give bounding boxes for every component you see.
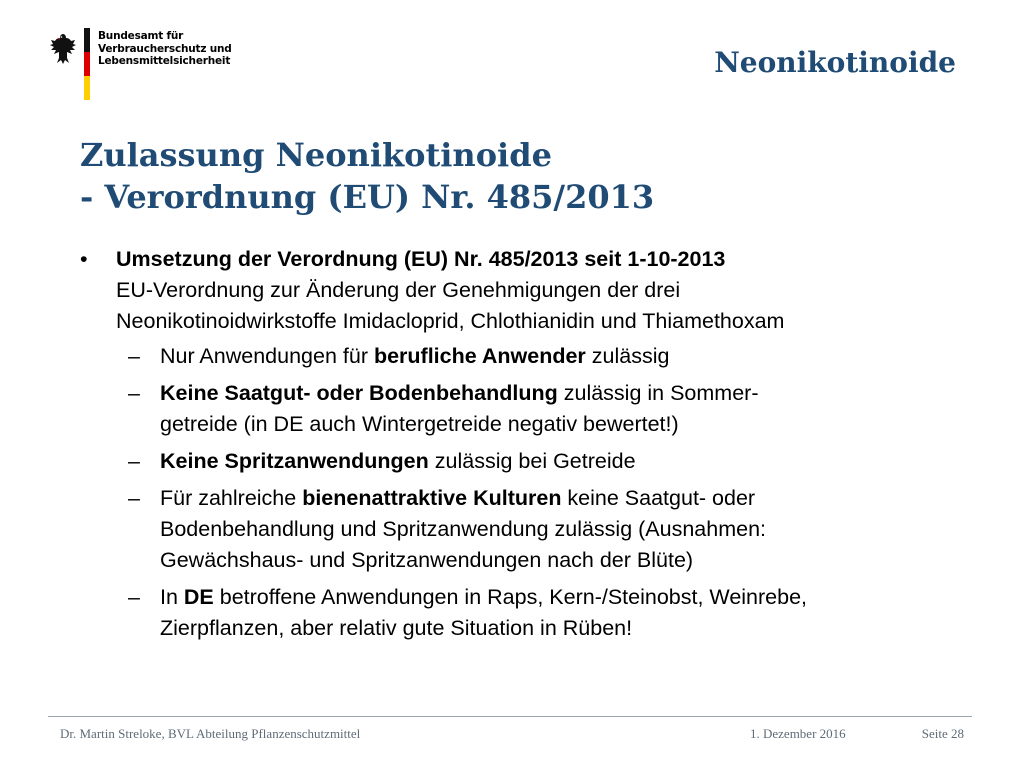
sub-text: keine Saatgut- oder — [561, 486, 756, 510]
agency-logo — [48, 26, 232, 102]
sub-text: Nur Anwendungen für — [160, 344, 374, 368]
sub-emphasis: berufliche Anwender — [373, 344, 586, 368]
bullet-marker: • — [80, 247, 88, 271]
sub-item — [80, 446, 980, 477]
sub-text: Zierpflanzen, aber relativ gute Situation in Rüben! — [160, 616, 633, 640]
sub-text: Für zahlreiche — [160, 486, 303, 510]
bullet-heading: Umsetzung der Verordnung (EU) Nr. 485/2013 seit 1-10-2013 — [116, 247, 726, 271]
section-title: Neonikotinoide — [714, 46, 956, 79]
sub-text: zulässig bei Getreide — [428, 449, 636, 473]
agency-name-line: Verbraucherschutz und — [98, 42, 232, 55]
sub-item — [80, 341, 980, 372]
bullet-line: EU-Verordnung zur Änderung der Genehmigungen der drei — [116, 278, 681, 302]
sub-text: getreide (in DE auch Wintergetreide negativ bewertet!) — [160, 412, 679, 436]
dash-marker: – — [128, 344, 140, 368]
sub-text: In — [160, 585, 184, 609]
bullet-text — [116, 244, 980, 337]
slide-title-line-2: - Verordnung (EU) Nr. 485/2013 — [80, 178, 655, 216]
sub-text: betroffene Anwendungen in Raps, Kern-/Steinobst, Weinrebe, — [213, 585, 808, 609]
dash-marker: – — [128, 486, 140, 510]
sub-item — [80, 378, 980, 440]
federal-eagle-icon — [50, 32, 76, 66]
sub-emphasis: bienenattraktive Kulturen — [302, 486, 562, 510]
footer-author: Dr. Martin Streloke, BVL Abteilung Pflanzenschutzmittel — [60, 726, 361, 741]
bullet-line: Neonikotinoidwirkstoffe Imidacloprid, Chlothianidin und Thiamethoxam — [116, 309, 785, 333]
main-bullet — [80, 244, 980, 337]
slide-title — [80, 134, 654, 218]
sub-text: zulässig — [585, 344, 670, 368]
footer-divider — [48, 716, 972, 717]
sub-emphasis: Keine Spritzanwendungen — [160, 449, 429, 473]
sub-item — [80, 483, 980, 576]
footer-date: 1. Dezember 2016 — [750, 726, 846, 741]
german-flag-stripe — [84, 28, 90, 100]
dash-marker: – — [128, 585, 140, 609]
sub-list — [80, 341, 980, 644]
dash-marker: – — [128, 381, 140, 405]
sub-text: Gewächshaus- und Spritzanwendungen nach der Blüte) — [160, 548, 694, 572]
sub-text: Bodenbehandlung und Spritzanwendung zulässig (Ausnahmen: — [160, 517, 767, 541]
slide-content — [80, 244, 980, 650]
sub-text: zulässig in Sommer- — [557, 381, 759, 405]
dash-marker: – — [128, 449, 140, 473]
agency-name — [98, 30, 232, 68]
footer-page-number: Seite 28 — [921, 726, 964, 741]
agency-name-line: Bundesamt für — [98, 30, 184, 42]
sub-emphasis: DE — [183, 585, 214, 609]
slide-title-line-1: Zulassung Neonikotinoide — [80, 136, 552, 174]
sub-emphasis: Keine Saatgut- oder Bodenbehandlung — [160, 381, 558, 405]
agency-name-line: Lebensmittelsicherheit — [98, 55, 231, 67]
sub-item — [80, 582, 980, 644]
